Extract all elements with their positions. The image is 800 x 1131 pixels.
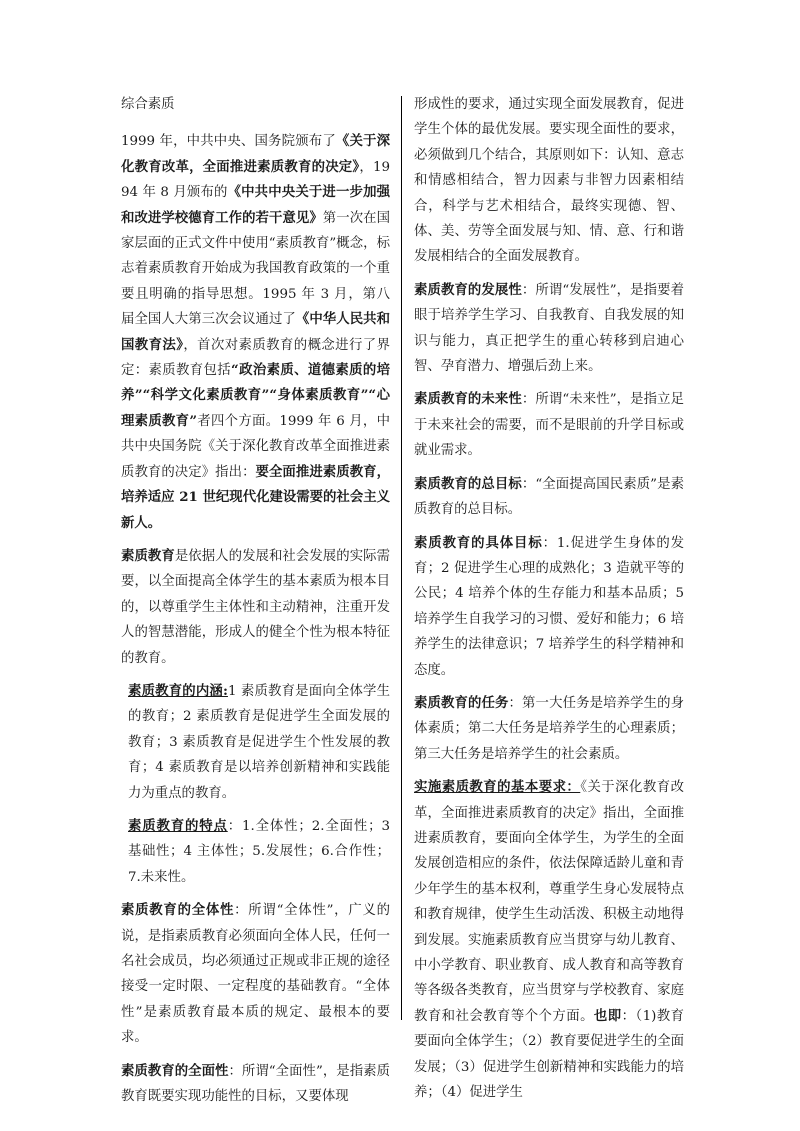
bold-run: 《中共中央关于进一步加强和改进学校德育工作的若干意见》 bbox=[121, 184, 391, 226]
requirements-paragraph bbox=[414, 775, 684, 1105]
text-run: ，首次对素质教育的概念进行了界定：素质教育包括 bbox=[121, 337, 390, 379]
term-label: 素质教育的发展性 bbox=[414, 281, 522, 298]
comprehensiveness-continued-paragraph bbox=[414, 92, 684, 270]
connotation-paragraph bbox=[121, 679, 390, 806]
text-run: 是依据人的发展和社会发展的实际需要，以全面提高全体学生的基本素质为根本目的，以尊重学生主体性和主动精神，注重开发人的智慧潜能，形成人的健全个性为根本特征的教育。 bbox=[121, 548, 390, 666]
bold-run: 《关于深化教育改革，全面推进素质教育的决定》 bbox=[121, 133, 391, 175]
term-label: 素质教育的具体目标 bbox=[414, 534, 543, 551]
left-column bbox=[121, 92, 390, 1117]
term-label: 素质教育的总目标 bbox=[414, 475, 522, 492]
text-run: ：1.全体性；2.全面性；3 基础性；4 主体性；5.发展性；6.合作性；7.未来性。 bbox=[128, 818, 390, 885]
features-paragraph bbox=[121, 814, 390, 890]
term-label: 素质教育的全体性 bbox=[121, 902, 235, 919]
history-paragraph bbox=[121, 129, 390, 536]
right-column bbox=[414, 92, 684, 1113]
text-run: ：（1)教育要面向全体学生；（2）教育要促进学生的全面发展；（3）促进学生创新精神和实践能力的培养；（4）促进学生 bbox=[414, 1008, 685, 1101]
text-run: ：“全面提高国民素质”是素质教育的总目标。 bbox=[414, 476, 684, 518]
text-run: 1999 年，中共中央、国务院颁布了 bbox=[121, 134, 336, 150]
future-paragraph bbox=[414, 387, 684, 463]
text-run: ：所谓“发展性”，是指要着眼于培养学生学习、自我教育、自我发展的知识与能力，真正把学生的重心转移到启迪心智、孕育潜力、增强后劲上来。 bbox=[414, 282, 684, 375]
text-run: 形成性的要求，通过实现全面发展教育，促进学生个体的最优发展。要实现全面性的要求，必须做到几个结合，其原则如下：认知、意志和情感相结合，智力因素与非智力因素相结合，科学与艺术相结合，最终实现德、智、体、美、劳等全面发展与知、情、意、行和谐发展相结合的全面发展教育。 bbox=[414, 97, 684, 265]
text-run: 者四个方面。1999 年 6 月，中共中央国务院《关于深化教育改革全面推进素质教育的决定》指出： bbox=[121, 413, 390, 480]
definition-paragraph bbox=[121, 544, 390, 671]
totality-paragraph bbox=[121, 898, 390, 1050]
text-run: 第一次在国家层面的正式文件中使用“素质教育”概念，标志着素质教育开始成为我国教育政策的一个重要且明确的指导思想。1995 年 3 月，第八届全国人大第三次会议通过了 bbox=[121, 210, 390, 328]
specific-goals-paragraph bbox=[414, 531, 684, 683]
bold-run: 也即 bbox=[593, 1007, 622, 1024]
text-run: ：第一大任务是培养学生的身体素质；第二大任务是培养学生的心理素质；第三大任务是培养学生的社会素质。 bbox=[414, 695, 685, 762]
bold-run: “政治素质、道德素质的培养”“科学文化素质教育”“身体素质教育”“心理素质教育” bbox=[121, 362, 391, 429]
text-run: ：所谓“全面性”，是指素质教育既要实现功能性的目标，又要体现 bbox=[121, 1063, 390, 1105]
text-run: 1 素质教育是面向全体学生的教育；2 素质教育是促进学生全面发展的教育；3 素质教育是促进学生个性发展的教育；4 素质教育是以培养创新精神和实践能力为重点的教育。 bbox=[128, 683, 390, 801]
column-divider bbox=[401, 96, 402, 1020]
term-label: 素质教育 bbox=[121, 547, 175, 564]
term-label: 实施素质教育的基本要求： bbox=[414, 779, 581, 796]
development-paragraph bbox=[414, 278, 684, 380]
term-label: 素质教育的特点 bbox=[128, 817, 228, 834]
term-label: 素质教育的内涵: bbox=[128, 682, 228, 699]
section-heading: 综合素质 bbox=[121, 97, 175, 112]
term-label: 素质教育的未来性 bbox=[414, 391, 522, 408]
comprehensiveness-paragraph bbox=[121, 1059, 390, 1110]
term-label: 素质教育的全面性 bbox=[121, 1062, 229, 1079]
term-label: 素质教育的任务 bbox=[414, 694, 509, 711]
bold-run: 《中华人民共和国教育法》 bbox=[121, 311, 390, 353]
bold-run: 要全面推进素质教育，培养适应 21 世纪现代化建设需要的社会主义新人。 bbox=[121, 463, 390, 531]
text-run: ，1994 年 8 月颁布的 bbox=[121, 159, 390, 201]
text-run: ：所谓“未来性”，是指立足于未来社会的需要，而不是眼前的升学目标或就业需求。 bbox=[414, 392, 684, 459]
text-run: 《关于深化教育改革，全面推进素质教育的决定》指出，全面推进素质教育，要面向全体学生，为学生的全面发展创造相应的条件，依法保障适龄儿童和青少年学生的基本权利，尊重学生身心发展特点和教育规律，使学生生动活泼、积极主动地得到发展。实施素质教育应当贯穿与幼儿教育、中小学教育、职业教育、成人教育和高等教育等各级各类教育，应当贯穿与学校教育、家庭教育和社会教育等个个方面。 bbox=[414, 780, 684, 1024]
tasks-paragraph bbox=[414, 691, 684, 767]
text-run: ：所谓“全体性”，广义的说，是指素质教育必须面向全体人民，任何一名社会成员，均必须通过正规或非正规的途径接受一定时限、一定程度的基础教育。“全体性”是素质教育最本质的规定、最根本的要求。 bbox=[121, 903, 390, 1046]
text-run: ：1.促进学生身体的发育；2 促进学生心理的成熟化；3 造就平等的公民；4 培养个体的生存能力和基本品质；5 培养学生自我学习的习惯、爱好和能力；6 培养学生的法律意识；7 培养学生的科学精神和态度。 bbox=[414, 535, 684, 678]
overall-goal-paragraph bbox=[414, 472, 684, 523]
